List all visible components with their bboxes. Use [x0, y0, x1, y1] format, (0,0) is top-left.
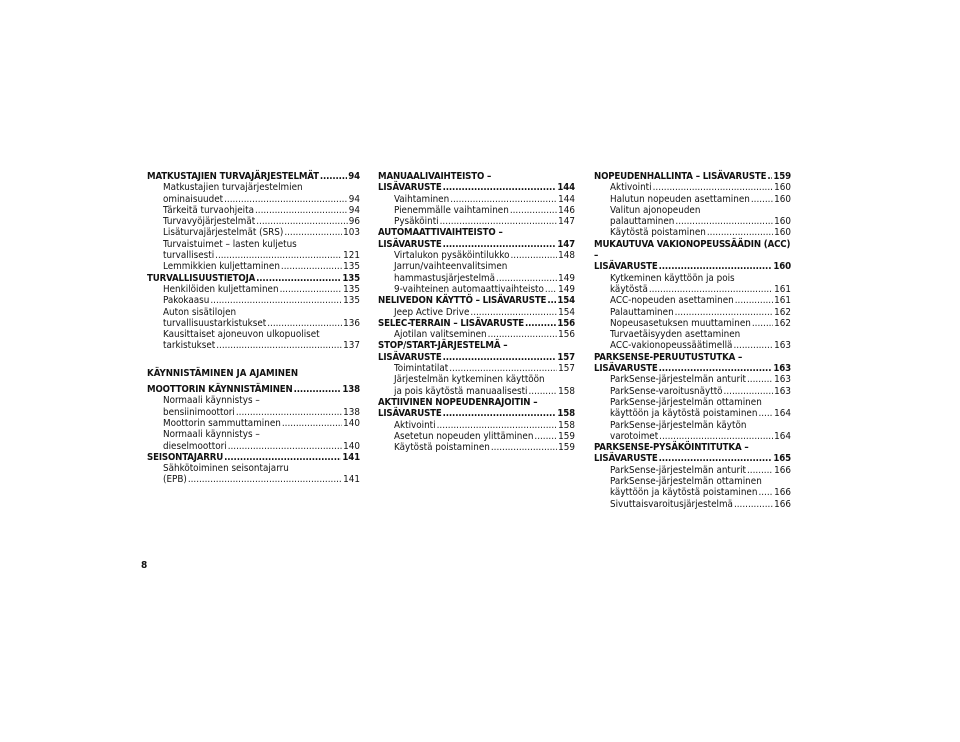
dot-leader	[659, 261, 773, 272]
toc-entry[interactable]	[378, 261, 575, 284]
dot-leader	[437, 420, 558, 431]
toc-entry-title: ACC-vakionopeussäätimellä	[610, 340, 733, 352]
toc-entry[interactable]	[147, 216, 360, 227]
toc-entry-title: NELIVEDON KÄYTTÖ – LISÄVARUSTE	[378, 295, 547, 307]
toc-page-number: 135	[342, 272, 360, 284]
dot-leader	[659, 453, 773, 464]
toc-entry-title: Käytöstä poistaminen	[610, 227, 706, 239]
dot-leader	[547, 295, 556, 306]
toc-entry[interactable]	[378, 284, 575, 295]
toc-entry[interactable]	[594, 295, 791, 306]
dot-leader	[734, 499, 773, 510]
toc-entry[interactable]	[378, 216, 575, 227]
toc-entry-title: Nopeusasetuksen muuttaminen	[610, 317, 751, 329]
toc-page-number: 149	[558, 283, 575, 295]
toc-page-number: 162	[774, 317, 791, 329]
dot-leader	[224, 452, 341, 463]
toc-entry-text: Normaali käynnistys –	[163, 429, 260, 441]
toc-page-number: 94	[348, 171, 360, 182]
dot-leader	[751, 194, 773, 205]
toc-entry-title: hammastusjärjestelmä	[394, 272, 496, 284]
toc-entry-title: ParkSense-järjestelmän anturit	[610, 374, 746, 386]
toc-page-number: 146	[558, 204, 575, 216]
toc-heading[interactable]	[594, 171, 791, 182]
toc-entry-title: Virtalukon pysäköintilukko	[394, 250, 510, 262]
toc-entry[interactable]	[147, 329, 360, 352]
toc-page-number: 161	[774, 295, 791, 307]
toc-page-number: 136	[343, 317, 360, 329]
toc-page-number: 141	[343, 474, 360, 486]
toc-entry-title: Asetetun nopeuden ylittäminen	[394, 430, 534, 442]
toc-page-number: 148	[558, 250, 575, 262]
toc-entry[interactable]	[378, 205, 575, 216]
toc-page-number: 166	[774, 464, 791, 476]
toc-page-number: 166	[774, 498, 791, 510]
dot-leader	[488, 329, 558, 340]
toc-page-number: 147	[558, 216, 575, 228]
dot-leader	[256, 216, 348, 227]
toc-entry-title: Pakokaasu	[163, 295, 210, 307]
toc-heading[interactable]	[378, 171, 575, 194]
toc-entry[interactable]	[147, 463, 360, 486]
toc-page-number: 160	[774, 193, 791, 205]
dot-leader	[747, 465, 773, 476]
toc-entry[interactable]	[378, 307, 575, 318]
toc-page-number: 154	[558, 306, 575, 318]
toc-page-number: 159	[558, 442, 575, 454]
toc-entry-title: Sivuttaisvaroitusjärjestelmä	[610, 498, 733, 510]
toc-heading[interactable]	[147, 273, 360, 284]
dot-leader	[659, 431, 773, 442]
toc-heading[interactable]	[147, 171, 360, 182]
toc-block-safety	[147, 171, 360, 352]
toc-entry[interactable]	[147, 395, 360, 418]
toc-entry-text: ParkSense-järjestelmän ottaminen	[610, 476, 762, 488]
toc-entry[interactable]	[594, 386, 791, 397]
dot-leader	[282, 418, 342, 429]
toc-page-number: 147	[557, 238, 575, 250]
toc-entry-text: PARKSENSE-PERUUTUSTUTKA –	[594, 351, 743, 363]
toc-entry-title: palauttaminen	[610, 216, 675, 228]
toc-entry-title: Halutun nopeuden asettaminen	[610, 193, 750, 205]
toc-entry-title: MOOTTORIN KÄYNNISTÄMINEN	[147, 384, 293, 396]
dot-leader	[752, 318, 773, 329]
section-title: KÄYNNISTÄMINEN JA AJAMINEN	[147, 367, 299, 379]
dot-leader	[758, 408, 773, 419]
dot-leader	[281, 261, 342, 272]
toc-page-number: 144	[557, 182, 575, 194]
dot-leader	[529, 386, 558, 397]
toc-page-number: 161	[774, 283, 791, 295]
toc-entry[interactable]	[147, 418, 360, 429]
dot-leader	[215, 250, 342, 261]
dot-leader	[707, 227, 773, 238]
dot-leader	[236, 407, 342, 418]
toc-entry[interactable]	[378, 363, 575, 374]
dot-leader	[470, 307, 557, 318]
dot-leader	[724, 386, 774, 397]
toc-page-number: 163	[774, 340, 791, 352]
toc-column-3	[594, 171, 791, 510]
toc-entry-text: AKTIIVINEN NOPEUDENRAJOITIN –	[378, 396, 538, 408]
toc-heading[interactable]	[147, 384, 360, 395]
toc-entry[interactable]	[594, 273, 791, 296]
toc-entry-text: MANUAALIVAIHTEISTO –	[378, 171, 492, 182]
toc-page-number: 160	[774, 227, 791, 239]
dot-leader	[188, 474, 342, 485]
toc-entry[interactable]	[147, 307, 360, 330]
dot-leader	[496, 273, 557, 284]
toc-entry-text: Matkustajien turvajärjestelmien	[163, 182, 303, 194]
toc-entry-title: ja pois käytöstä manuaalisesti	[394, 385, 528, 397]
dot-leader	[284, 227, 342, 238]
toc-page-number: 94	[348, 204, 360, 216]
toc-entry-title: (EPB)	[163, 474, 187, 486]
toc-entry-title: LISÄVARUSTE	[378, 351, 442, 363]
toc-entry-title: NOPEUDENHALLINTA – LISÄVARUSTE	[594, 171, 767, 182]
toc-entry-text: Normaali käynnistys –	[163, 395, 260, 407]
toc-entry-title: ACC-nopeuden asettaminen	[610, 295, 734, 307]
toc-entry[interactable]	[378, 431, 575, 442]
toc-heading[interactable]	[147, 452, 360, 463]
toc-entry[interactable]	[378, 420, 575, 431]
toc-block-starting	[147, 384, 360, 486]
dot-leader	[440, 216, 558, 227]
toc-entry[interactable]	[147, 227, 360, 238]
toc-entry[interactable]	[594, 465, 791, 476]
toc-entry-text: Auton sisätilojen	[163, 306, 237, 318]
toc-entry-title: LISÄVARUSTE	[378, 408, 442, 420]
toc-entry[interactable]	[594, 182, 791, 193]
toc-entry-title: Aktivointi	[394, 419, 436, 431]
dot-leader	[649, 284, 773, 295]
toc-entry-title: varotoimet	[610, 430, 659, 442]
dot-leader	[491, 442, 557, 453]
toc-entry-title: LISÄVARUSTE	[378, 238, 442, 250]
toc-entry[interactable]	[594, 420, 791, 443]
toc-entry-title: Henkilöiden kuljettaminen	[163, 283, 279, 295]
dot-leader	[758, 487, 773, 498]
toc-entry[interactable]	[378, 442, 575, 453]
toc-entry-text: Turvaetäisyyden asettaminen	[610, 329, 741, 341]
dot-leader	[735, 295, 773, 306]
toc-entry-text: Kausittaiset ajoneuvon ulkopuoliset	[163, 329, 320, 341]
toc-entry-title: Turvavyöjärjestelmät	[163, 216, 256, 228]
toc-page-number: 144	[558, 193, 575, 205]
toc-page-number: 135	[343, 261, 360, 273]
toc-page-number: 103	[343, 227, 360, 239]
toc-entry[interactable]	[594, 307, 791, 318]
toc-heading[interactable]	[378, 397, 575, 420]
dot-leader	[255, 205, 348, 216]
toc-page-number: 160	[774, 216, 791, 228]
toc-entry-title: LISÄVARUSTE	[594, 261, 658, 273]
dot-leader	[449, 363, 557, 374]
toc-entry-text: PARKSENSE-PYSÄKÖINTITUTKA –	[594, 442, 749, 454]
toc-page-number: 160	[773, 261, 791, 273]
toc-entry-title: käyttöön ja käytöstä poistaminen	[610, 408, 758, 420]
toc-entry-title: dieselmoottori	[163, 440, 227, 452]
dot-leader	[767, 171, 772, 182]
dot-leader	[653, 182, 774, 193]
toc-entry-title: Toimintatilat	[394, 363, 449, 375]
toc-page-number: 94	[348, 193, 360, 205]
toc-page-number: 158	[557, 408, 575, 420]
toc-page-number: 138	[343, 406, 360, 418]
toc-entry-title: Lisäturvajärjestelmät (SRS)	[163, 227, 284, 239]
toc-entry-title: LISÄVARUSTE	[594, 453, 658, 465]
toc-entry[interactable]	[594, 476, 791, 499]
dot-leader	[228, 441, 342, 452]
dot-leader	[675, 216, 773, 227]
toc-entry[interactable]	[594, 227, 791, 238]
toc-page-number: 157	[558, 363, 575, 375]
dot-leader	[545, 284, 557, 295]
toc-page-number: 156	[558, 329, 575, 341]
dot-leader	[443, 408, 557, 419]
toc-entry-title: Jeep Active Drive	[394, 306, 470, 318]
toc-entry-title: Pienemmälle vaihtaminen	[394, 204, 509, 216]
toc-page-number: 159	[558, 430, 575, 442]
toc-page-number: 157	[557, 351, 575, 363]
toc-page-number: 96	[348, 216, 360, 228]
toc-entry-title: käytöstä	[610, 283, 648, 295]
toc-entry-text: ParkSense-järjestelmän käytön	[610, 419, 747, 431]
dot-leader	[216, 340, 342, 351]
toc-heading[interactable]	[378, 318, 575, 329]
toc-entry-title: LISÄVARUSTE	[594, 363, 658, 375]
dot-leader	[525, 318, 556, 329]
dot-leader	[280, 284, 343, 295]
dot-leader	[733, 340, 773, 351]
toc-page-number: 154	[557, 295, 575, 307]
toc-entry[interactable]	[594, 329, 791, 352]
toc-entry[interactable]	[147, 205, 360, 216]
toc-entry-title: MATKUSTAJIEN TURVAJÄRJESTELMÄT	[147, 171, 319, 182]
toc-entry-text: AUTOMAATTIVAIHTEISTO –	[378, 227, 503, 239]
toc-heading[interactable]	[378, 295, 575, 306]
toc-page-number: 156	[557, 317, 575, 329]
toc-entry-title: Käytöstä poistaminen	[394, 442, 490, 454]
toc-entry[interactable]	[147, 239, 360, 262]
dot-leader	[210, 295, 342, 306]
toc-entry[interactable]	[147, 295, 360, 306]
toc-entry-title: tarkistukset	[163, 340, 216, 352]
toc-page-number: 141	[342, 451, 360, 463]
toc-entry[interactable]	[378, 194, 575, 205]
toc-heading[interactable]	[378, 340, 575, 363]
toc-entry-title: ParkSense-järjestelmän anturit	[610, 464, 746, 476]
toc-entry-title: ominaisuudet	[163, 193, 224, 205]
toc-entry-text: Valitun ajonopeuden	[610, 204, 701, 216]
dot-leader	[443, 239, 557, 250]
dot-leader	[320, 171, 347, 182]
toc-entry[interactable]	[147, 429, 360, 452]
toc-entry[interactable]	[378, 250, 575, 261]
toc-page-number: 121	[343, 250, 360, 262]
toc-entry-title: SEISONTAJARRU	[147, 451, 224, 463]
toc-page-number: 140	[343, 440, 360, 452]
page-number: 8	[141, 560, 148, 571]
toc-page-number: 158	[558, 385, 575, 397]
dot-leader	[747, 374, 773, 385]
dot-leader	[443, 352, 557, 363]
toc-heading[interactable]	[594, 352, 791, 375]
toc-entry[interactable]	[594, 374, 791, 385]
toc-entry-title: turvallisuustarkistukset	[163, 317, 267, 329]
toc-page-number: 149	[558, 272, 575, 284]
toc-entry[interactable]	[147, 182, 360, 205]
toc-entry-title: LISÄVARUSTE	[378, 182, 442, 194]
toc-entry-text: Turvaistuimet – lasten kuljetus	[163, 238, 297, 250]
toc-column-1	[147, 171, 360, 486]
dot-leader	[510, 250, 557, 261]
toc-entry-title: Pysäköinti	[394, 216, 439, 228]
toc-entry-title: 9-vaihteinen automaattivaihteisto	[394, 283, 544, 295]
toc-page-number: 163	[774, 385, 791, 397]
toc-entry-title: SELEC-TERRAIN – LISÄVARUSTE	[378, 317, 525, 329]
dot-leader	[450, 194, 557, 205]
toc-page-number: 164	[774, 430, 791, 442]
toc-page-number: 160	[774, 182, 791, 194]
toc-entry-title: Palauttaminen	[610, 306, 674, 318]
toc-entry[interactable]	[594, 397, 791, 420]
toc-page-number: 165	[773, 453, 791, 465]
toc-entry[interactable]	[594, 499, 791, 510]
toc-page-number: 135	[343, 295, 360, 307]
dot-leader	[443, 182, 557, 193]
toc-entry-text: Kytkeminen käyttöön ja pois	[610, 272, 735, 284]
toc-page-number: 138	[342, 384, 360, 396]
toc-entry-text: Järjestelmän kytkeminen käyttöön	[394, 374, 545, 386]
toc-page-number: 164	[774, 408, 791, 420]
toc-entry-text: Jarrun/vaihteenvalitsimen	[394, 261, 508, 273]
toc-entry-title: Lemmikkien kuljettaminen	[163, 261, 280, 273]
dot-leader	[267, 318, 342, 329]
dot-leader	[675, 307, 774, 318]
toc-page-number: 166	[774, 487, 791, 499]
toc-heading[interactable]	[378, 227, 575, 250]
toc-heading[interactable]	[594, 239, 791, 273]
toc-entry-text: ParkSense-järjestelmän ottaminen	[610, 396, 762, 408]
toc-entry-text: STOP/START-JÄRJESTELMÄ –	[378, 340, 508, 352]
dot-leader	[534, 431, 557, 442]
toc-page-number: 158	[558, 419, 575, 431]
dot-leader	[510, 205, 557, 216]
toc-entry-title: Vaihtaminen	[394, 193, 450, 205]
toc-entry-text: MUKAUTUVA VAKIONOPEUSSÄÄDIN (ACC) –	[594, 238, 791, 262]
toc-entry-title: TURVALLISUUSTIETOJA	[147, 272, 256, 284]
dot-leader	[224, 194, 348, 205]
toc-entry[interactable]	[594, 318, 791, 329]
toc-entry-title: bensiinimoottori	[163, 406, 235, 418]
toc-page-number: 137	[343, 340, 360, 352]
toc-entry-title: ParkSense-varoitusnäyttö	[610, 385, 723, 397]
toc-entry-text: Sähkötoiminen seisontajarru	[163, 463, 289, 475]
toc-entry-title: Aktivointi	[610, 182, 652, 194]
toc-page-number: 163	[774, 374, 791, 386]
toc-entry-title: Moottorin sammuttaminen	[163, 417, 281, 429]
toc-page-number: 135	[343, 283, 360, 295]
toc-page-number: 162	[774, 306, 791, 318]
toc-heading[interactable]	[594, 442, 791, 465]
toc-entry-title: käyttöön ja käytöstä poistaminen	[610, 487, 758, 499]
dot-leader	[659, 363, 773, 374]
toc-page-number: 159	[773, 171, 791, 182]
toc-entry[interactable]	[147, 284, 360, 295]
toc-entry-title: Tärkeitä turvaohjeita	[163, 204, 254, 216]
toc-column-2	[378, 171, 575, 453]
toc-entry[interactable]	[594, 194, 791, 205]
toc-entry[interactable]	[378, 329, 575, 340]
toc-page-number: 163	[773, 363, 791, 375]
dot-leader	[256, 273, 341, 284]
toc-entry[interactable]	[378, 374, 575, 397]
toc-entry[interactable]	[594, 205, 791, 228]
toc-entry-title: Ajotilan valitseminen	[394, 329, 487, 341]
dot-leader	[294, 384, 342, 395]
toc-entry-title: turvallisesti	[163, 250, 215, 262]
toc-entry[interactable]	[147, 261, 360, 272]
toc-page-number: 140	[343, 417, 360, 429]
